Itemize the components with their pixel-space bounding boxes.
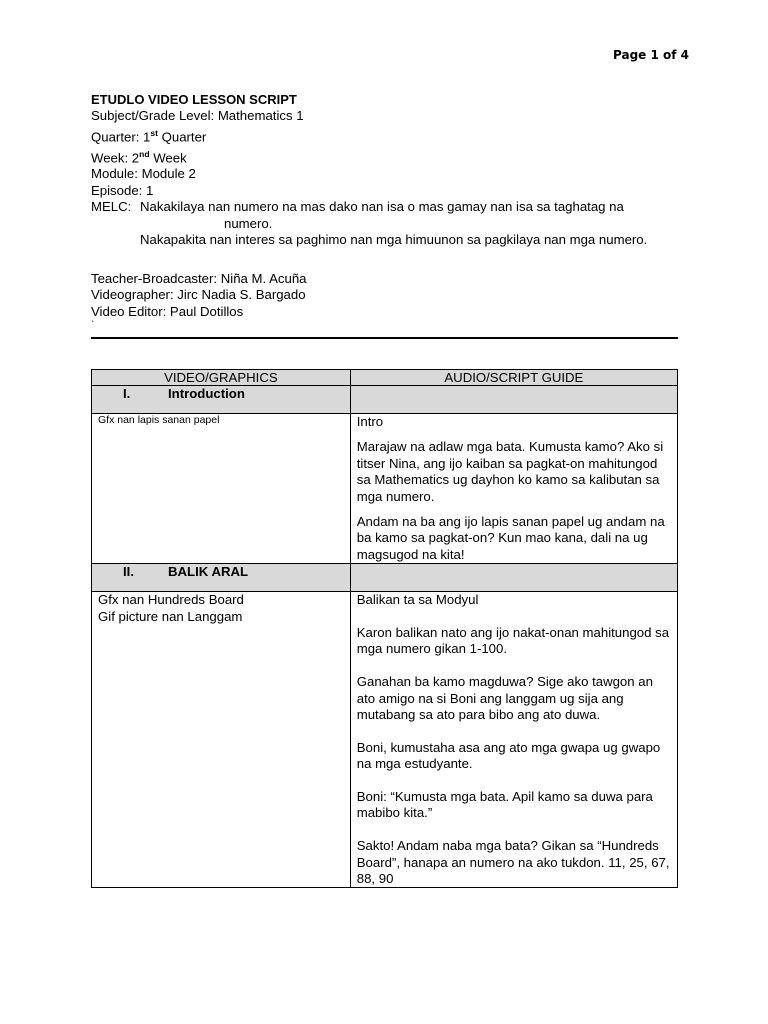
video-line: Gfx nan lapis sanan papel xyxy=(98,414,220,426)
video-line: Gfx nan Hundreds Board xyxy=(98,592,244,608)
week-line xyxy=(91,146,691,167)
table-header-row xyxy=(92,370,678,386)
videographer-line: Videographer: Jirc Nadia S. Bargado xyxy=(91,287,306,303)
column-header-audio: AUDIO/SCRIPT GUIDE xyxy=(350,370,677,386)
audio-paragraph: Marajaw na adlaw mga bata. Kumusta kamo? Ako si titser Nina, ang ijo kaiban sa pagkat-on mahitungod sa Mathematics ug dayhon ko kamo sa kalibutan sa mga numero. xyxy=(356,439,664,504)
audio-paragraph: Sakto! Andam naba mga bata? Gikan sa “Hundreds Board”, hanapa an numero na ako tukdon. 11, 25, 67, 88, 90 xyxy=(356,838,670,887)
melc-1-continuation: numero. xyxy=(224,215,273,231)
column-header-video: VIDEO/GRAPHICS xyxy=(92,370,351,386)
episode-line: Episode: 1 xyxy=(91,182,154,198)
section-label-cell xyxy=(92,564,351,592)
section-title: Introduction xyxy=(168,386,245,401)
teacher-line: Teacher-Broadcaster: Niña M. Acuña xyxy=(91,271,307,286)
melc-2: Nakapakita nan interes sa paghimo nan mga himuunon sa pagkilaya nan mga numero. xyxy=(140,232,648,248)
melc-label: MELC: xyxy=(91,199,132,215)
melc-1: Nakakilaya nan numero na mas dako nan isa o mas gamay nan isa sa taghatag na xyxy=(140,199,624,215)
section-title: BALIK ARAL xyxy=(168,564,249,580)
audio-paragraph: Boni, kumustaha asa ang ato mga gwapa ug gwapo na mga estudyante. xyxy=(356,739,661,772)
section-row-balik-aral xyxy=(92,564,678,592)
section-empty-cell xyxy=(350,564,677,592)
script-table xyxy=(91,369,678,888)
module-line: Module: Module 2 xyxy=(91,166,196,182)
table-row xyxy=(92,414,678,564)
melc-row xyxy=(91,199,691,215)
page-of: of xyxy=(658,48,681,62)
week-sup: nd xyxy=(139,148,150,159)
audio-cell xyxy=(350,592,677,888)
table-row xyxy=(92,592,678,888)
section-number: I. xyxy=(123,386,131,401)
audio-paragraph: Ganahan ba kamo magduwa? Sige ako tawgon an ato amigo na si Boni ang langgam ug sija ang mutabang sa ato para bibo ang ato duwa. xyxy=(356,674,653,723)
editor-line: Video Editor: Paul Dotillos xyxy=(91,303,244,319)
video-cell xyxy=(92,592,351,888)
quarter-suffix: Quarter xyxy=(157,129,207,145)
quarter-sup: st xyxy=(150,127,158,138)
section-row-introduction xyxy=(92,386,678,414)
week-prefix: Week: 2 xyxy=(91,150,140,165)
audio-paragraph: Boni: “Kumusta mga bata. Apil kamo sa duwa para mabibo kita.” xyxy=(356,789,653,821)
horizontal-rule xyxy=(91,337,678,339)
page-total: 4 xyxy=(680,48,690,62)
page-current: 1 xyxy=(650,48,659,62)
credits-block xyxy=(91,271,307,320)
audio-cell xyxy=(350,414,677,564)
document-title: ETUDLO VIDEO LESSON SCRIPT xyxy=(91,92,297,107)
page-prefix: Page xyxy=(613,48,651,62)
page-indicator xyxy=(613,48,689,62)
section-label xyxy=(98,386,344,402)
week-suffix: Week xyxy=(149,150,187,165)
section-empty-cell xyxy=(350,386,677,414)
video-line: Gif picture nan Langgam xyxy=(98,608,243,624)
section-label-cell xyxy=(92,386,351,414)
video-cell xyxy=(92,414,351,564)
stray-mark: ` xyxy=(91,320,95,331)
audio-paragraph: Balikan ta sa Modyul xyxy=(356,592,479,608)
section-label xyxy=(98,564,344,580)
section-number: II. xyxy=(123,564,134,580)
audio-paragraph: Andam na ba ang ijo lapis sanan papel ug andam na ba kamo sa pagkat-on? Kun mao kana, dali na ug magsugod na kita! xyxy=(356,514,665,562)
quarter-prefix: Quarter: 1 xyxy=(91,129,151,145)
audio-paragraph: Karon balikan nato ang ijo nakat-onan mahitungod sa mga numero gikan 1-100. xyxy=(356,625,670,657)
quarter-line xyxy=(91,125,691,146)
subject-line: Subject/Grade Level: Mathematics 1 xyxy=(91,108,304,124)
audio-paragraph: Intro xyxy=(356,414,384,429)
document-header xyxy=(91,92,691,248)
